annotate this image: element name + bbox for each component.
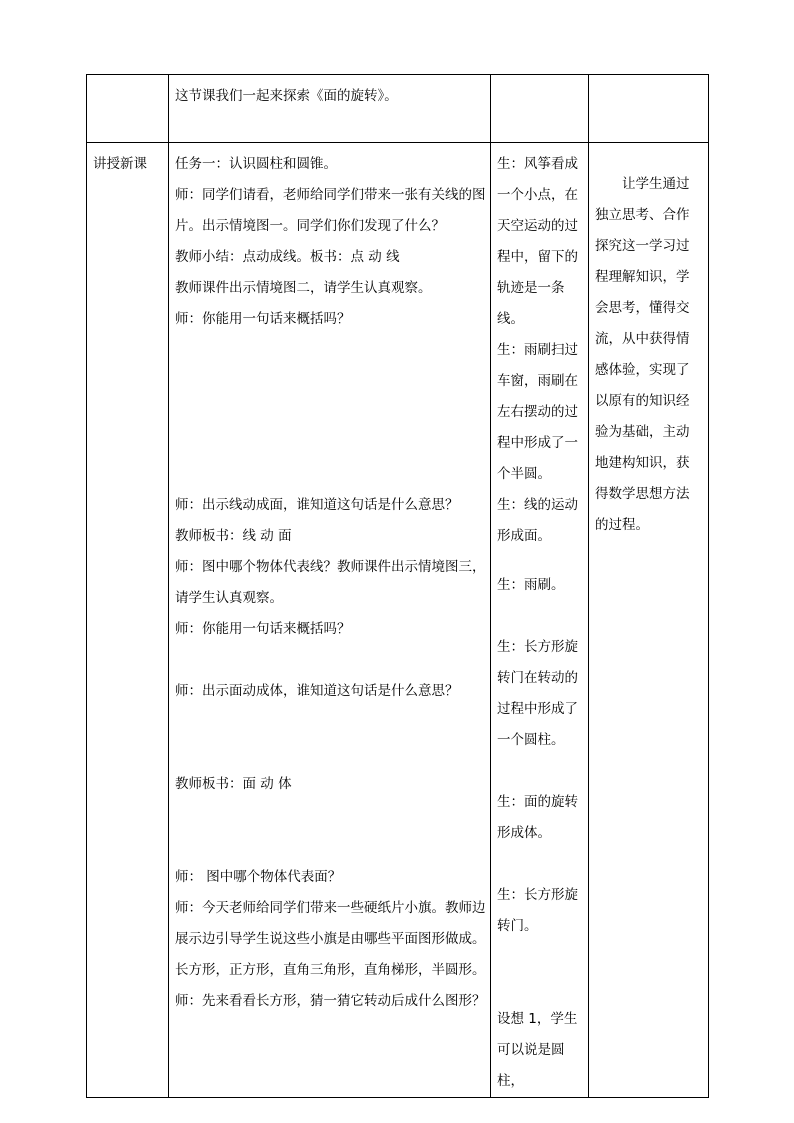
student-activity-cell [491,143,589,1098]
table-row [87,143,709,1098]
student-line: 生：线的运动形成面。 [497,497,578,544]
teacher-line: 师：你能用一句话来概括吗？ [175,311,351,327]
student-line: 生：长方形旋转门在转动的过程中形成了一个圆柱。 [497,639,578,748]
teacher-line: 师：图中哪个物体代表线？教师课件出示情境图三，请学生认真观察。 [175,559,486,606]
teacher-line: 师：今天老师给同学们带来一些硬纸片小旗。教师边展示边引导学生说这些小旗是由哪些平面图形做成。长方形，正方形，直角三角形，直角梯形，半圆形。 [175,900,486,978]
design-intent-cell [589,75,709,143]
section-cell [87,143,169,1098]
design-intent-text: 让学生通过独立思考、合作探究这一学习过程理解知识，学会思考，懂得交流，从中获得情感体验，实现了以原有的知识经验为基础，主动地建构知识，获得数学思想方法的过程。 [595,176,690,533]
teacher-line: 师： 图中哪个物体代表面？ [175,869,342,885]
teacher-activity-cell [169,75,491,143]
student-line: 生：风筝看成一个小点，在天空运动的过程中，留下的轨迹是一条线。 [497,156,578,327]
student-line: 设想 1，学生可以说是圆柱， [497,1011,578,1089]
lesson-plan-table [86,74,709,1098]
section-label: 讲授新课 [93,156,147,172]
teacher-activity-cell [169,143,491,1098]
teacher-line: 师：出示线动成面，谁知道这句话是什么意思？ [175,497,459,513]
teacher-line: 教师板书：线 动 面 [175,528,292,544]
teacher-line: 师：先来看看长方形，猜一猜它转动后成什么图形？ [175,993,486,1009]
student-line: 生：雨刷。 [497,577,565,593]
student-line: 生：面的旋转形成体。 [497,794,578,841]
teacher-line: 师：出示面动成体，谁知道这句话是什么意思？ [175,683,459,699]
teacher-line: 教师板书：面 动 体 [175,776,292,792]
table-row [87,75,709,143]
teacher-text: 这节课我们一起来探索《面的旋转》。 [175,88,398,104]
teacher-line: 教师小结：点动成线。板书：点 动 线 [175,249,400,265]
student-line: 生：长方形旋转门。 [497,887,578,934]
student-line: 生：雨刷扫过车窗，雨刷在左右摆动的过程中形成了一个半圆。 [497,342,578,482]
section-cell [87,75,169,143]
student-activity-cell [491,75,589,143]
teacher-line: 教师课件出示情境图二，请学生认真观察。 [175,280,432,296]
teacher-line: 师：同学们请看，老师给同学们带来一张有关线的图片。出示情境图一。同学们你们发现了什么？ [175,187,486,234]
design-intent-cell [589,143,709,1098]
teacher-line: 师：你能用一句话来概括吗？ [175,621,351,637]
teacher-line: 任务一：认识圆柱和圆锥。 [175,156,337,172]
